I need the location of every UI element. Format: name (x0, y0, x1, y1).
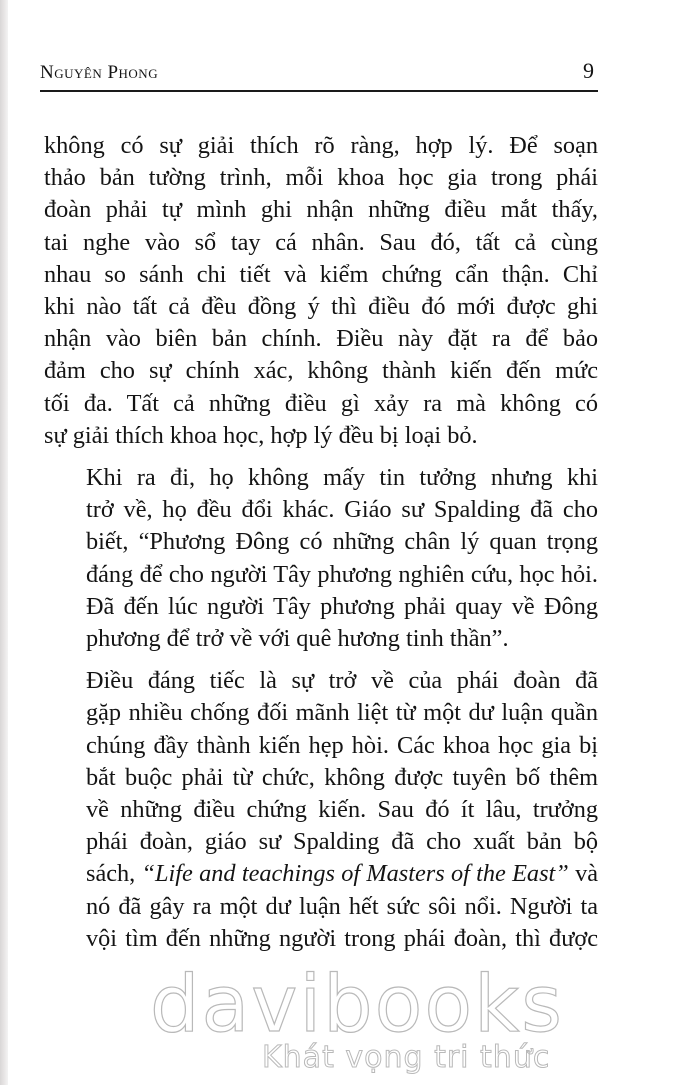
paragraph-3 (44, 665, 598, 955)
text-line: biết, “Phương Đông có những chân lý quan trọng (86, 528, 598, 556)
text-line: nhau so sánh chi tiết và kiểm chứng cẩn thận. Chỉ (44, 260, 598, 288)
paragraph-1 (44, 130, 598, 452)
text-line: đảm cho sự chính xác, không thành kiến đến mức (44, 357, 598, 385)
text-line: Đã đến lúc người Tây phương phải quay về Đông (86, 592, 598, 620)
text-line: đoàn phải tự mình ghi nhận những điều mắt thấy, (44, 196, 598, 224)
author-name: Nguyên Phong (40, 62, 159, 83)
text-line: về những điều chứng kiến. Sau đó ít lâu, trưởng (86, 796, 598, 824)
text-line: Điều đáng tiếc là sự trở về của phái đoàn đã (86, 667, 598, 695)
text-line: gặp nhiều chống đối mãnh liệt từ một dư luận quần (86, 699, 598, 727)
text-line: sự giải thích khoa học, hợp lý đều bị loại bỏ. (44, 421, 478, 449)
text-line: thảo bản tường trình, mỗi khoa học gia trong phái (44, 164, 598, 192)
text-line: tai nghe vào sổ tay cá nhân. Sau đó, tất cả cùng (44, 228, 598, 256)
text-line: phương để trở về với quê hương tinh thần”. (86, 625, 509, 653)
text-line: trở về, họ đều đổi khác. Giáo sư Spalding đã cho (86, 496, 598, 524)
text-line: phái đoàn, giáo sư Spalding đã cho xuất bản bộ (86, 828, 598, 856)
text-line: Khi ra đi, họ không mấy tin tưởng nhưng khi (86, 464, 598, 492)
page-number: 9 (583, 58, 594, 83)
watermark-brand: davibooks (150, 960, 564, 1050)
text-line: bắt buộc phải từ chức, không được tuyên bố thêm (86, 763, 598, 791)
text-line: không có sự giải thích rõ ràng, hợp lý. Để soạn (44, 132, 598, 159)
text-line: nó đã gây ra một dư luận hết sức sôi nổi. Người ta (86, 892, 598, 920)
body-text (44, 130, 598, 955)
paragraph-2 (44, 462, 598, 655)
text-line: nhận vào biên bản chính. Điều này đặt ra để bảo (44, 325, 598, 353)
text-line (44, 858, 598, 890)
text-fragment: và (568, 860, 599, 888)
text-line: vội tìm đến những người trong phái đoàn, thì được (86, 924, 598, 952)
text-line: khi nào tất cả đều đồng ý thì điều đó mới được ghi (44, 293, 598, 321)
text-line: tối đa. Tất cả những điều gì xảy ra mà không có (44, 389, 598, 417)
text-fragment: sách, (86, 860, 142, 888)
watermark-tagline: Khát vọng tri thức (262, 1040, 551, 1075)
text-line: đáng để cho người Tây phương nghiên cứu, học hỏi. (86, 560, 598, 588)
book-title: “Life and teachings of Masters of the East” (141, 860, 569, 888)
running-header (40, 58, 598, 92)
watermark (0, 960, 700, 1085)
page-edge-shadow (0, 0, 8, 1085)
text-line: chúng đầy thành kiến hẹp hòi. Các khoa học gia bị (86, 731, 598, 759)
